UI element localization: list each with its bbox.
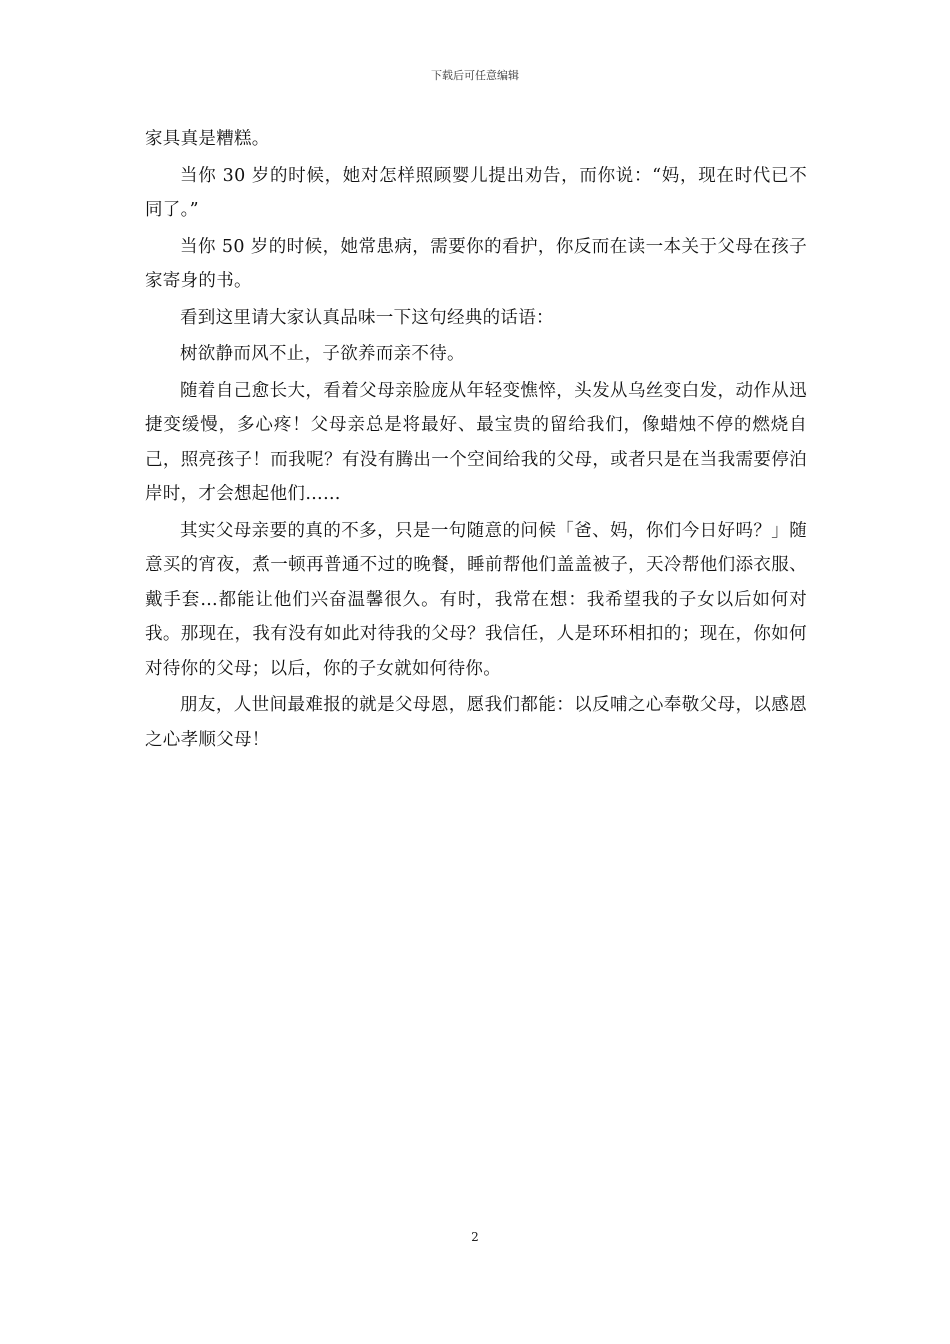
paragraph: 当你 30 岁的时候，她对怎样照顾婴儿提出劝告，而你说：“妈，现在时代已不同了。”: [145, 165, 807, 220]
paragraph: 当你 50 岁的时候，她常患病，需要你的看护，你反而在读一本关于父母在孩子家寄身的书。: [145, 236, 807, 291]
quote-line: 树欲静而风不止，子欲养而亲不待。: [180, 344, 465, 364]
paragraph-continuation: 家具真是糟糕。: [145, 129, 270, 149]
page-header: 下载后可任意编辑: [431, 69, 519, 82]
paragraph: 其实父母亲要的真的不多，只是一句随意的问候「爸、妈，你们今日好吗？」随意买的宵夜，煮一顿再普通不过的晚餐，睡前帮他们盖盖被子，天冷帮他们添衣服、戴手套…都能让他们兴奋温馨很久。有时，我常在想：我希望我的子女以后如何对我。那现在，我有没有如此对待我的父母？我信任，人是环环相扣的；现在，你如何对待你的父母；以后，你的子女就如何待你。: [145, 520, 807, 679]
page-number: 2: [471, 1230, 479, 1244]
paragraph: 随着自己愈长大，看着父母亲脸庞从年轻变憔悴，头发从乌丝变白发，动作从迅捷变缓慢，多心疼！父母亲总是将最好、最宝贵的留给我们，像蜡烛不停的燃烧自己，照亮孩子！而我呢？有没有腾出一个空间给我的父母，或者只是在当我需要停泊岸时，才会想起他们……: [145, 380, 807, 504]
paragraph: 朋友，人世间最难报的就是父母恩，愿我们都能：以反哺之心奉敬父母，以感恩之心孝顺父母！: [145, 695, 807, 750]
document-body: [145, 122, 807, 759]
paragraph: 看到这里请大家认真品味一下这句经典的话语：: [180, 307, 554, 328]
